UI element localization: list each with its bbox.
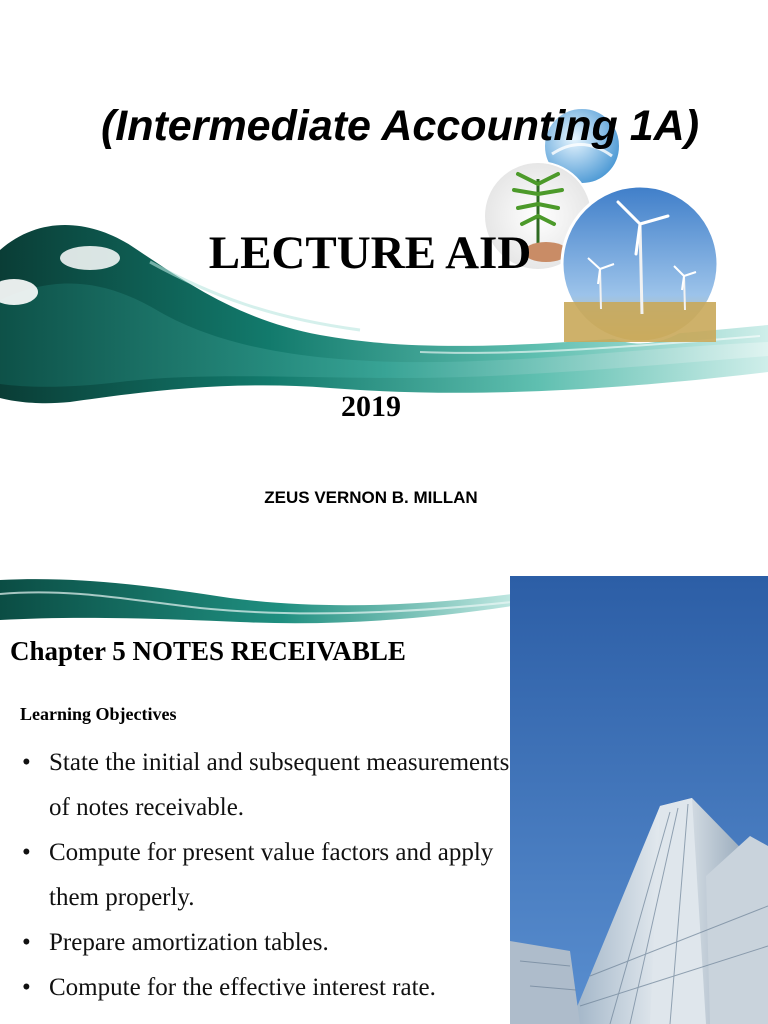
author-name: ZEUS VERNON B. MILLAN — [264, 488, 478, 507]
list-item: • Prepare amortization tables. — [22, 920, 512, 965]
objectives-heading: Learning Objectives — [20, 704, 177, 724]
objectives-list — [22, 740, 512, 1010]
slide-title: LECTURE AID — [208, 227, 532, 279]
objectives-slide — [0, 576, 768, 1024]
course-subtitle: (Intermediate Accounting 1A) — [100, 102, 700, 150]
chapter-title: Chapter 5 NOTES RECEIVABLE — [10, 636, 406, 666]
year-label: 2019 — [341, 390, 401, 423]
list-item: • State the initial and subsequent measurements of notes receivable. — [22, 740, 512, 830]
header-wave — [0, 576, 512, 632]
building-photo — [510, 576, 768, 1024]
list-item: • Compute for the effective interest rate. — [22, 965, 512, 1010]
list-item: • Compute for present value factors and apply them properly. — [22, 830, 512, 920]
